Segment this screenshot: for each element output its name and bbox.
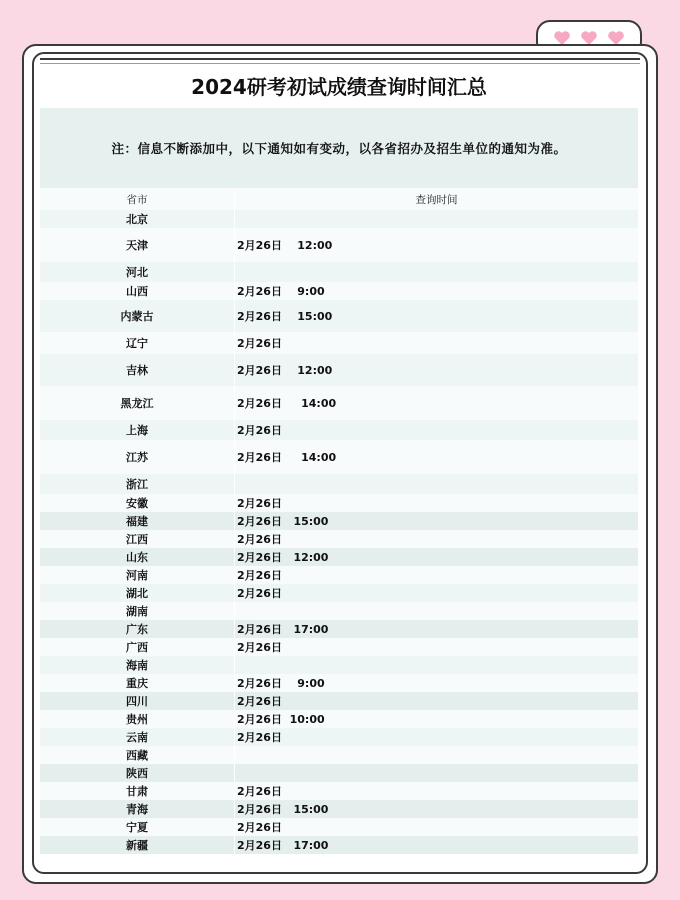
query-time-cell: 2月26日 12:00 xyxy=(237,239,333,252)
province-cell: 福建 xyxy=(40,512,235,530)
province-cell: 北京 xyxy=(40,210,235,228)
query-time-cell xyxy=(235,474,639,494)
table-row xyxy=(40,354,638,386)
province-cell: 山西 xyxy=(40,282,235,300)
province-cell: 海南 xyxy=(40,656,235,674)
province-cell: 青海 xyxy=(40,800,235,818)
province-cell: 内蒙古 xyxy=(40,300,235,332)
province-cell: 湖北 xyxy=(40,584,235,602)
document-content xyxy=(40,66,638,862)
province-cell: 西藏 xyxy=(40,746,235,764)
province-cell: 山东 xyxy=(40,548,235,566)
query-time-cell xyxy=(235,746,639,764)
query-time-cell: 2月26日 15:00 xyxy=(237,515,329,528)
query-time-cell: 2月26日 15:00 xyxy=(237,803,329,816)
header-time: 查询时间 xyxy=(415,193,458,206)
table-row xyxy=(40,674,638,692)
query-time-cell: 2月26日 xyxy=(237,337,282,350)
table-row xyxy=(40,420,638,440)
province-cell: 浙江 xyxy=(40,474,235,494)
province-cell: 黑龙江 xyxy=(40,386,235,420)
table-row xyxy=(40,620,638,638)
table-row xyxy=(40,746,638,764)
table-row xyxy=(40,474,638,494)
province-cell: 江苏 xyxy=(40,440,235,474)
province-cell: 安徽 xyxy=(40,494,235,512)
query-time-cell: 2月26日 xyxy=(237,587,282,600)
query-time-cell: 2月26日 12:00 xyxy=(237,364,333,377)
province-cell: 湖南 xyxy=(40,602,235,620)
table-header-row xyxy=(40,188,638,210)
table-row xyxy=(40,764,638,782)
table-row xyxy=(40,782,638,800)
province-cell: 江西 xyxy=(40,530,235,548)
query-time-cell: 2月26日 14:00 xyxy=(237,397,337,410)
table-row xyxy=(40,566,638,584)
query-time-cell: 2月26日 xyxy=(237,569,282,582)
table-row xyxy=(40,494,638,512)
table-row xyxy=(40,228,638,262)
table-row xyxy=(40,300,638,332)
card-top-rule xyxy=(40,58,640,64)
table-row xyxy=(40,710,638,728)
province-cell: 广东 xyxy=(40,620,235,638)
province-cell: 新疆 xyxy=(40,836,235,854)
query-time-cell: 2月26日 xyxy=(237,785,282,798)
table-row xyxy=(40,530,638,548)
query-time-cell: 2月26日 15:00 xyxy=(237,310,333,323)
query-time-cell: 2月26日 xyxy=(237,533,282,546)
table-row xyxy=(40,638,638,656)
table-row xyxy=(40,512,638,530)
query-time-cell: 2月26日 xyxy=(237,641,282,654)
query-time-cell xyxy=(235,262,639,282)
table-row xyxy=(40,728,638,746)
query-time-cell: 2月26日 12:00 xyxy=(237,551,329,564)
table-row xyxy=(40,282,638,300)
table-row xyxy=(40,602,638,620)
province-cell: 甘肃 xyxy=(40,782,235,800)
header-province: 省市 xyxy=(40,188,235,210)
province-cell: 陕西 xyxy=(40,764,235,782)
page-title: 2024研考初试成绩查询时间汇总 xyxy=(191,75,487,99)
province-cell: 天津 xyxy=(40,228,235,262)
table-row xyxy=(40,818,638,836)
province-cell: 广西 xyxy=(40,638,235,656)
province-cell: 上海 xyxy=(40,420,235,440)
table-row xyxy=(40,584,638,602)
province-cell: 吉林 xyxy=(40,354,235,386)
query-time-cell: 2月26日 xyxy=(237,424,282,437)
province-cell: 贵州 xyxy=(40,710,235,728)
query-time-cell xyxy=(235,764,639,782)
table-row xyxy=(40,548,638,566)
schedule-table xyxy=(40,188,638,854)
table-row xyxy=(40,692,638,710)
table-row xyxy=(40,210,638,228)
query-time-cell xyxy=(235,210,639,228)
query-time-cell: 2月26日 xyxy=(237,497,282,510)
query-time-cell: 2月26日 xyxy=(237,821,282,834)
table-row xyxy=(40,656,638,674)
query-time-cell xyxy=(235,602,639,620)
table-row xyxy=(40,262,638,282)
province-cell: 云南 xyxy=(40,728,235,746)
query-time-cell xyxy=(235,656,639,674)
query-time-cell: 2月26日 10:00 xyxy=(237,713,325,726)
province-cell: 四川 xyxy=(40,692,235,710)
query-time-cell: 2月26日 xyxy=(237,731,282,744)
province-cell: 河南 xyxy=(40,566,235,584)
province-cell: 河北 xyxy=(40,262,235,282)
query-time-cell: 2月26日 9:00 xyxy=(237,285,325,298)
table-row xyxy=(40,836,638,854)
province-cell: 重庆 xyxy=(40,674,235,692)
province-cell: 辽宁 xyxy=(40,332,235,354)
table-row xyxy=(40,332,638,354)
notice-text: 注：信息不断添加中，以下通知如有变动，以各省招办及招生单位的通知为准。 xyxy=(111,141,567,156)
table-row xyxy=(40,386,638,420)
query-time-cell: 2月26日 17:00 xyxy=(237,839,329,852)
query-time-cell: 2月26日 9:00 xyxy=(237,677,325,690)
notice-band xyxy=(40,108,638,188)
query-time-cell: 2月26日 14:00 xyxy=(237,451,337,464)
query-time-cell: 2月26日 17:00 xyxy=(237,623,329,636)
query-time-cell: 2月26日 xyxy=(237,695,282,708)
table-row xyxy=(40,440,638,474)
table-row xyxy=(40,800,638,818)
province-cell: 宁夏 xyxy=(40,818,235,836)
